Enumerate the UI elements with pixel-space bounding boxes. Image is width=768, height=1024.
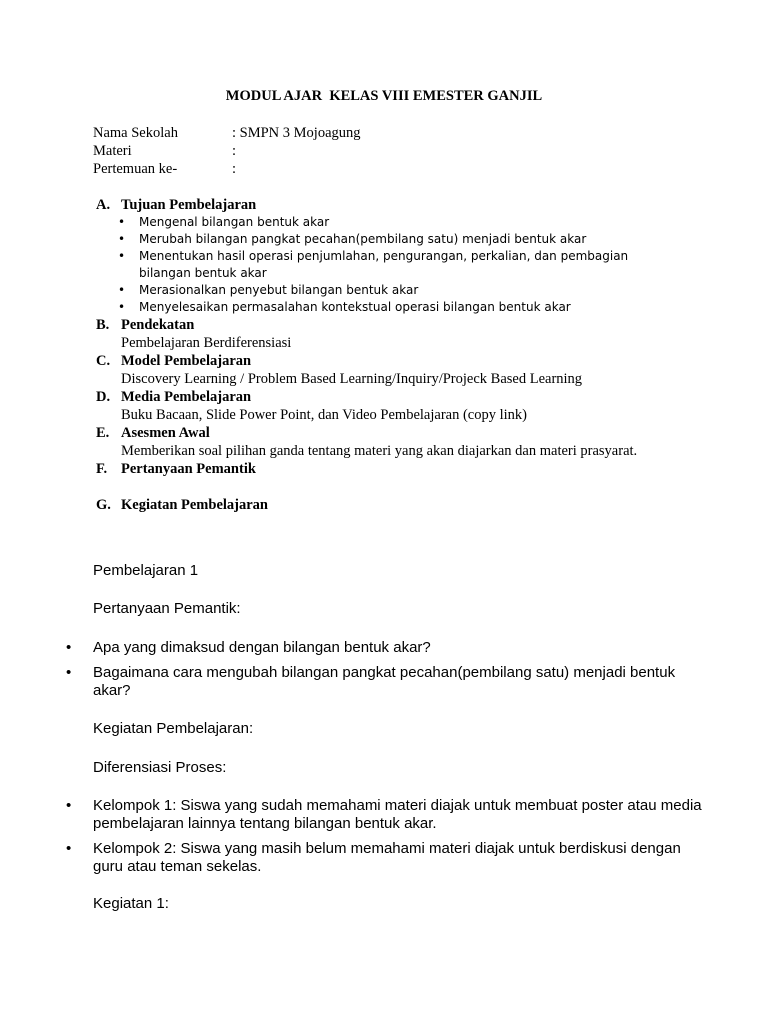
section-tujuan — [96, 196, 696, 316]
info-label: Nama Sekolah — [93, 125, 178, 141]
section-body: Pembelajaran Berdiferensiasi — [121, 335, 292, 351]
section-letter: C. — [96, 353, 111, 369]
list-item-text: Bagaimana cara mengubah bilangan pangkat pecahan(pembilang satu) menjadi bentuk akar? — [93, 664, 676, 699]
section-kegiatan — [96, 496, 696, 514]
section-title: Pendekatan — [121, 317, 195, 333]
section-heading — [96, 352, 696, 370]
list-item-text: Kelompok 2: Siswa yang masih belum memahami materi diajak untuk berdiskusi dengan guru atau teman sekelas. — [93, 840, 681, 875]
section-body: Discovery Learning / Problem Based Learning/Inquiry/Projeck Based Learning — [121, 371, 583, 387]
bullet-icon: • — [118, 300, 126, 314]
bullet-icon: • — [66, 639, 72, 656]
bullet-icon: • — [66, 797, 72, 814]
list-item — [118, 299, 679, 316]
section-pendekatan — [96, 316, 696, 352]
section-media — [96, 388, 696, 424]
section-title: Kegiatan Pembelajaran — [121, 497, 268, 513]
activities-label: Kegiatan Pembelajaran: — [93, 720, 254, 737]
bullet-icon: • — [66, 840, 72, 857]
section-title: Asesmen Awal — [121, 425, 210, 441]
section-letter: F. — [96, 461, 108, 477]
list-item — [66, 840, 706, 876]
bullet-icon: • — [66, 664, 72, 681]
section-title: Media Pembelajaran — [121, 389, 252, 405]
info-value: : — [232, 143, 237, 159]
school-info — [93, 124, 361, 178]
list-item — [118, 231, 679, 248]
section-heading — [96, 424, 696, 442]
activity-1-label: Kegiatan 1: — [93, 895, 169, 912]
info-value: : SMPN 3 Mojoagung — [232, 125, 361, 141]
section-heading — [96, 496, 696, 514]
module-sections — [96, 196, 696, 514]
section-heading — [96, 388, 696, 406]
objectives-list — [96, 214, 696, 316]
spacer — [96, 478, 696, 496]
section-heading — [96, 316, 696, 334]
section-letter: G. — [96, 497, 111, 513]
info-row-pertemuan — [93, 160, 361, 178]
document-title: MODUL AJAR KELAS VIII EMESTER GANJIL — [225, 88, 543, 104]
section-title: Pertanyaan Pemantik — [121, 461, 256, 477]
list-item — [66, 797, 706, 833]
trigger-questions-label: Pertanyaan Pemantik: — [93, 600, 241, 617]
section-heading — [96, 460, 696, 478]
section-asesmen — [96, 424, 696, 460]
list-item-text: Merasionalkan penyebut bilangan bentuk akar — [139, 283, 419, 297]
list-item-text: Menyelesaikan permasalahan kontekstual operasi bilangan bentuk akar — [139, 300, 571, 314]
list-item-text: Merubah bilangan pangkat pecahan(pembilang satu) menjadi bentuk akar — [139, 232, 587, 246]
info-row-materi — [93, 142, 361, 160]
section-title: Model Pembelajaran — [121, 353, 252, 369]
list-item-text: Apa yang dimaksud dengan bilangan bentuk akar? — [93, 639, 431, 656]
groups-list — [66, 797, 706, 876]
differentiation-label: Diferensiasi Proses: — [93, 759, 227, 776]
section-title: Tujuan Pembelajaran — [121, 197, 257, 213]
list-item — [118, 214, 679, 231]
lesson-heading: Pembelajaran 1 — [93, 562, 199, 579]
list-item — [66, 639, 706, 657]
info-value: : — [232, 161, 237, 177]
info-label: Materi — [93, 143, 132, 159]
section-letter: A. — [96, 197, 111, 213]
section-model — [96, 352, 696, 388]
trigger-questions-list — [66, 639, 706, 700]
list-item-text: Kelompok 1: Siswa yang sudah memahami materi diajak untuk membuat poster atau media pembelajaran lainnya tentang bilangan bentuk akar. — [93, 797, 702, 832]
bullet-icon: • — [118, 215, 126, 229]
list-item-text: Mengenal bilangan bentuk akar — [139, 215, 330, 229]
list-item-text: Menentukan hasil operasi penjumlahan, pengurangan, perkalian, dan pembagian bilangan bentuk akar — [139, 249, 629, 280]
section-letter: E. — [96, 425, 110, 441]
bullet-icon: • — [118, 249, 126, 263]
bullet-icon: • — [118, 283, 126, 297]
section-body: Memberikan soal pilihan ganda tentang materi yang akan diajarkan dan materi prasyarat. — [121, 443, 638, 459]
section-letter: D. — [96, 389, 111, 405]
bullet-icon: • — [118, 232, 126, 246]
list-item — [118, 248, 679, 282]
section-pertanyaan — [96, 460, 696, 478]
info-label: Pertemuan ke- — [93, 161, 178, 177]
list-item — [118, 282, 679, 299]
section-body: Buku Bacaan, Slide Power Point, dan Video Pembelajaran (copy link) — [121, 407, 527, 423]
info-row-school — [93, 124, 361, 142]
list-item — [66, 664, 706, 700]
section-letter: B. — [96, 317, 110, 333]
section-heading — [96, 196, 696, 214]
